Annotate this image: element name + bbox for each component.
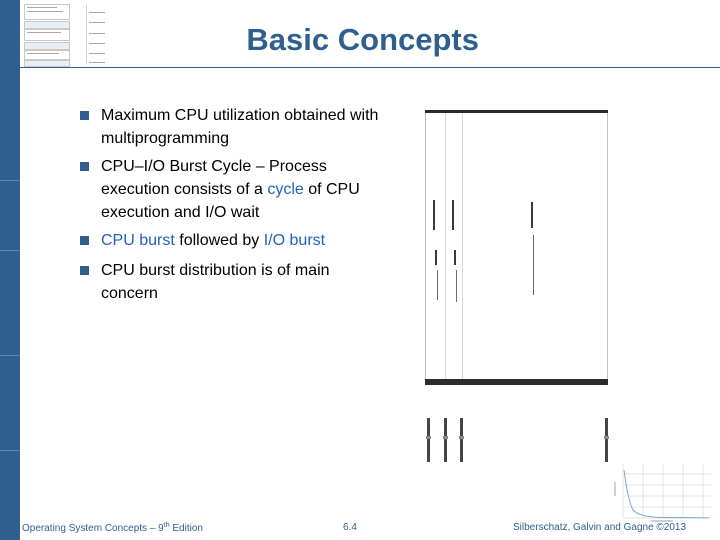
thumbnail-box [24, 42, 70, 50]
footer-book-superscript: th [163, 522, 170, 529]
bullet-text-segment: followed by [174, 232, 264, 249]
thumbnail-line [27, 53, 59, 54]
thumbnail-line [27, 32, 61, 33]
bullet-text [101, 259, 381, 305]
burst-mark [533, 235, 534, 295]
bullet-text-segment: CPU–I/O Burst Cycle – Process execution consists of a [101, 158, 327, 198]
square-bullet-icon [80, 266, 89, 275]
left-accent-bar [0, 0, 20, 540]
fragment-mark [604, 436, 609, 439]
square-bullet-icon [80, 236, 89, 245]
thumbnail-tick [89, 53, 105, 54]
burst-mark [433, 200, 435, 230]
thumbnail-line [27, 11, 63, 12]
bullet-text [101, 229, 381, 252]
burst-sequence-figure [425, 110, 608, 385]
header-thumbnail-diagram [22, 2, 132, 66]
figure-left-border [425, 113, 426, 379]
figure-right-border [607, 113, 608, 379]
thumbnail-line [27, 7, 57, 8]
bullet-text [101, 104, 381, 150]
thumbnail-tick [89, 62, 105, 63]
figure-fragment [427, 418, 430, 462]
thumbnail-tick [89, 33, 105, 34]
figure-fragment [605, 418, 608, 462]
histogram-axis-label [614, 482, 616, 496]
thumbnail-time-axis [86, 5, 87, 63]
figure-column-line [445, 113, 446, 379]
square-bullet-icon [80, 111, 89, 120]
thumbnail-tick [89, 43, 105, 44]
slide-title: Basic Concepts [246, 22, 479, 57]
left-bar-divider [0, 450, 20, 451]
burst-mark [454, 250, 456, 265]
left-bar-divider [0, 250, 20, 251]
figure-fragment [444, 418, 447, 462]
thumbnail-box [24, 21, 70, 29]
burst-mark [531, 202, 533, 228]
figure-fragment [460, 418, 463, 462]
bullet-text-segment: Maximum CPU utilization obtained with multiprogramming [101, 107, 379, 147]
burst-mark [437, 270, 438, 300]
figure-bottom-border [425, 379, 608, 385]
bullet-text [101, 155, 381, 224]
fragment-mark [443, 436, 448, 439]
burst-mark [435, 250, 437, 265]
burst-histogram-thumbnail [611, 456, 715, 528]
square-bullet-icon [80, 162, 89, 171]
header-rule [20, 67, 720, 68]
thumbnail-box [24, 29, 70, 41]
fragment-mark [459, 436, 464, 439]
bullet-text-segment: CPU burst distribution is of main concern [101, 262, 330, 302]
footer-page-number: 6.4 [343, 522, 357, 533]
thumbnail-box [24, 60, 70, 67]
left-bar-divider [0, 355, 20, 356]
highlighted-term: CPU burst [101, 232, 175, 249]
highlighted-term: cycle [267, 181, 304, 198]
thumbnail-tick [89, 22, 105, 23]
bullet-text-segment: of CPU execution and I/O wait [101, 181, 360, 221]
highlighted-term: I/O burst [263, 232, 326, 249]
thumbnail-box [24, 50, 70, 60]
burst-mark [456, 270, 457, 302]
figure-column-line [462, 113, 463, 379]
footer-book-text: Edition [169, 523, 203, 534]
figure-top-border [425, 110, 608, 113]
thumbnail-tick [89, 12, 105, 13]
footer-book-text: Operating System Concepts – 9 [22, 523, 164, 534]
footer-book-title [22, 522, 203, 534]
fragment-mark [426, 436, 431, 439]
footer-copyright: Silberschatz, Galvin and Gagne ©2013 [513, 522, 687, 533]
left-bar-divider [0, 180, 20, 181]
burst-mark [452, 200, 454, 230]
